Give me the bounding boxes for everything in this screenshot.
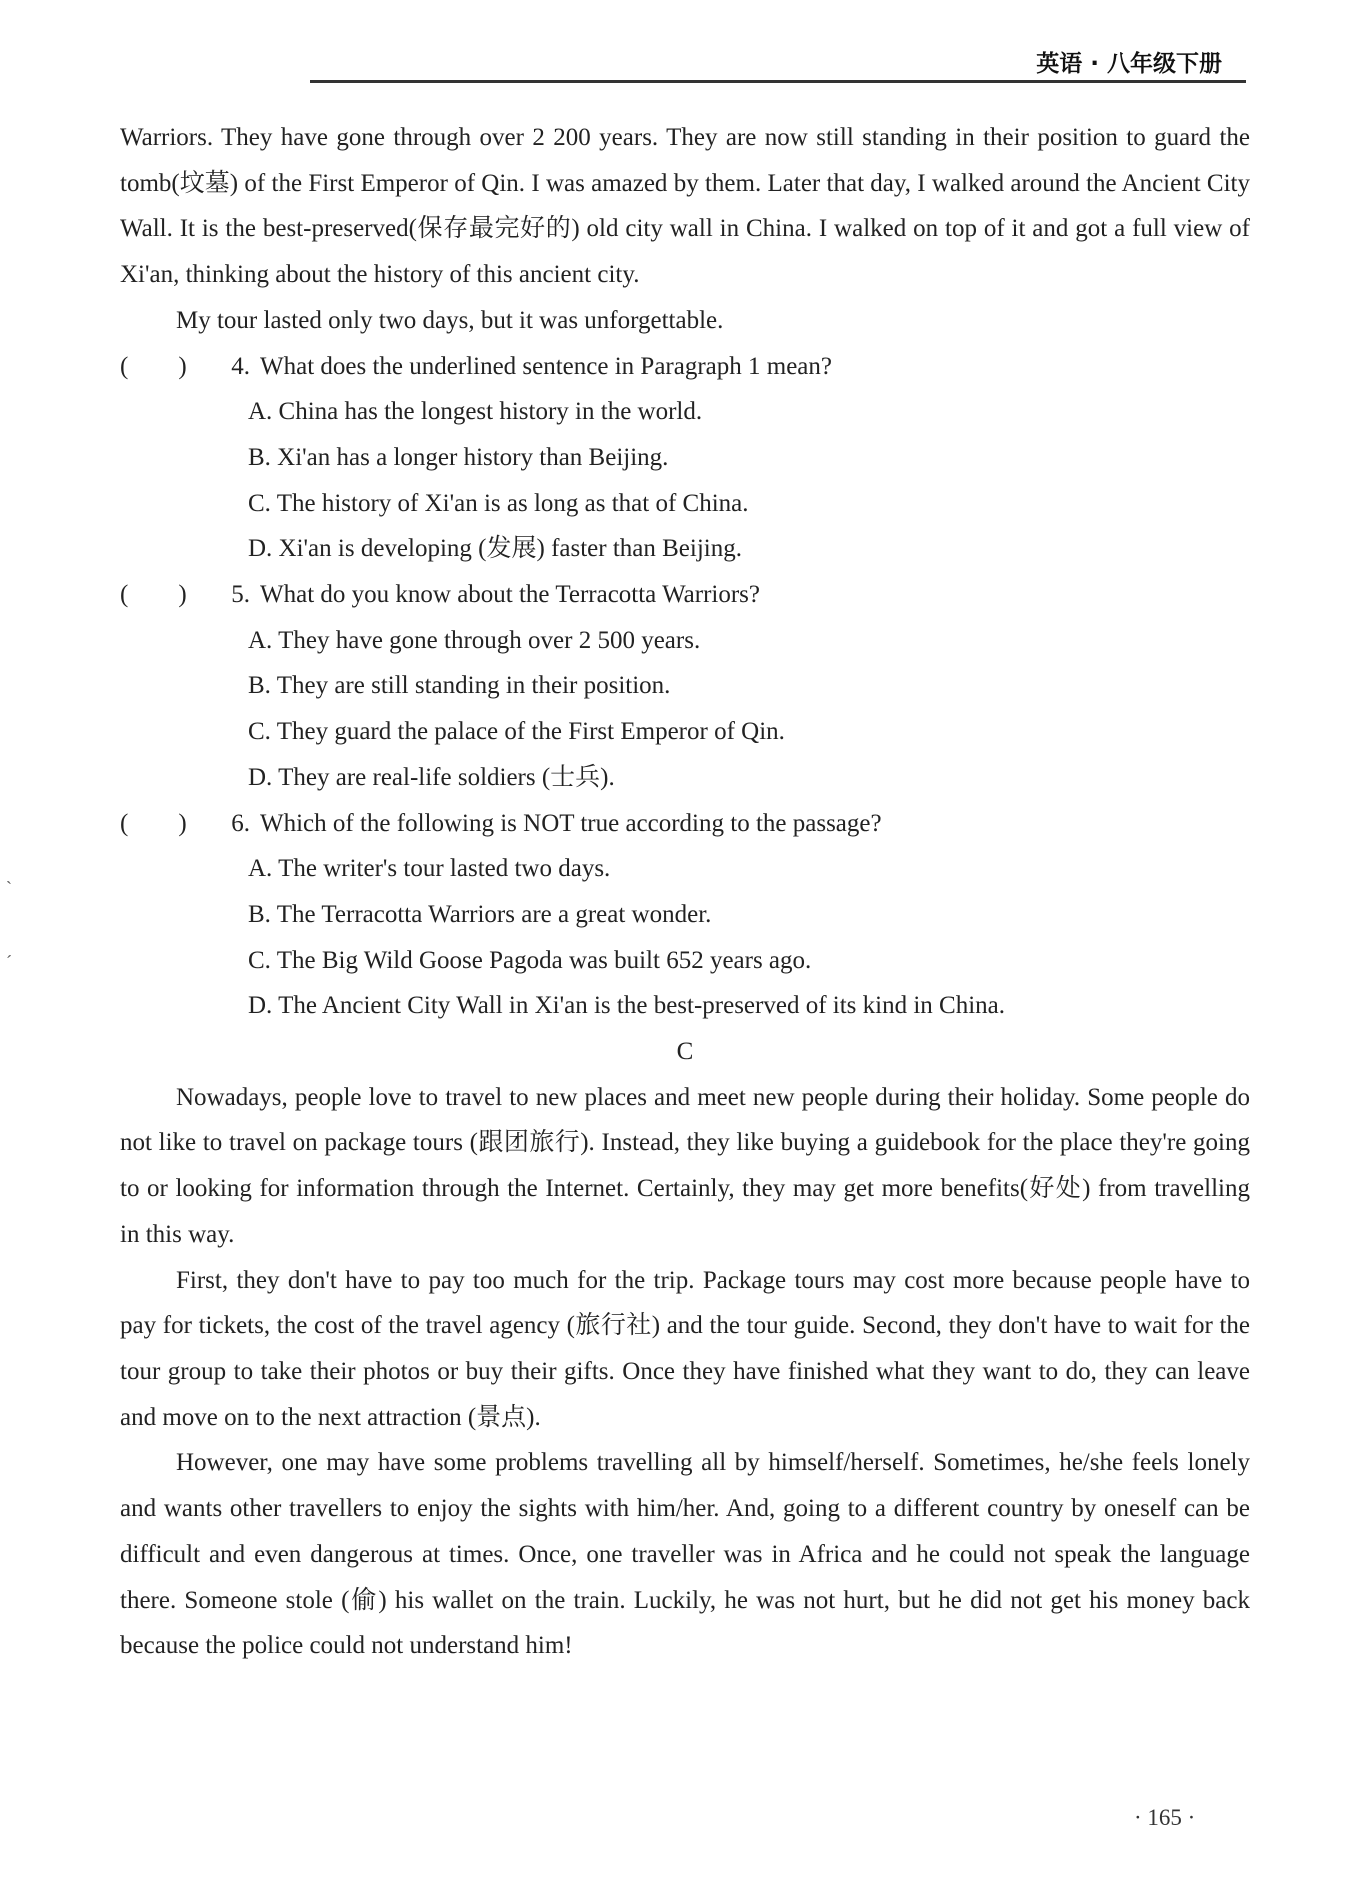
option-a: A. The writer's tour lasted two days. bbox=[248, 855, 611, 883]
answer-bracket: ( ) bbox=[120, 352, 187, 380]
margin-mark: ˋ bbox=[6, 878, 12, 898]
option-d: D. They are real-life soldiers (士兵). bbox=[248, 763, 615, 791]
header-rule bbox=[310, 80, 1246, 83]
passage-b-paragraph: Warriors. They have gone through over 2 200 years. They are now still standing in their position to guard the tomb(坟墓) of the First Emperor of Qin. I was amazed by them. Later that day, I walked around the Ancient City Wall. It is the best-preserved(保存最完好的) old city wall in China. I walked on top of it and got a full view of Xi'an, thinking about the history of this ancient city. bbox=[120, 124, 1250, 289]
question-stem: What do you know about the Terracotta Warriors? bbox=[260, 581, 761, 609]
option-b: B. The Terracotta Warriors are a great wonder. bbox=[248, 900, 712, 928]
option-a: A. China has the longest history in the world. bbox=[248, 398, 703, 426]
page-content bbox=[120, 115, 1250, 1669]
section-letter: C bbox=[676, 1038, 694, 1066]
question-number: 4. bbox=[231, 352, 250, 380]
question-number: 5. bbox=[231, 581, 250, 609]
option-d: D. The Ancient City Wall in Xi'an is the best-preserved of its kind in China. bbox=[248, 992, 1006, 1020]
option-b: B. Xi'an has a longer history than Beijing. bbox=[248, 443, 669, 471]
question-number: 6. bbox=[231, 809, 250, 837]
question-4 bbox=[120, 344, 1250, 573]
passage-c-paragraph: Nowadays, people love to travel to new places and meet new people during their holiday. Some people do not like to travel on package tours (跟团旅行). Instead, they like buying a guidebook for the place they're going to or looking for information through the Internet. Certainly, they may get more benefits(好处) from travelling in this way. bbox=[120, 1083, 1250, 1248]
option-c: C. The history of Xi'an is as long as that of China. bbox=[248, 489, 749, 517]
answer-bracket: ( ) bbox=[120, 581, 187, 609]
passage-b-paragraph: My tour lasted only two days, but it was unforgettable. bbox=[176, 306, 724, 334]
question-5 bbox=[120, 572, 1250, 801]
option-d: D. Xi'an is developing (发展) faster than Beijing. bbox=[248, 535, 742, 563]
option-c: C. The Big Wild Goose Pagoda was built 652 years ago. bbox=[248, 946, 812, 974]
question-6 bbox=[120, 801, 1250, 1030]
option-c: C. They guard the palace of the First Emperor of Qin. bbox=[248, 718, 785, 746]
page-number: · 165 · bbox=[1134, 1805, 1196, 1830]
option-a: A. They have gone through over 2 500 years. bbox=[248, 626, 701, 654]
option-b: B. They are still standing in their position. bbox=[248, 672, 671, 700]
header-title: 英语 · 八年级下册 bbox=[1036, 51, 1222, 77]
margin-mark: ˊ bbox=[6, 952, 12, 972]
passage-c-paragraph: First, they don't have to pay too much for the trip. Package tours may cost more because people have to pay for tickets, the cost of the travel agency (旅行社) and the tour guide. Second, they don't have to wait for the tour group to take their photos or buy their gifts. Once they have finished what they want to do, they can leave and move on to the next attraction (景点). bbox=[120, 1266, 1250, 1431]
answer-bracket: ( ) bbox=[120, 809, 187, 837]
question-stem: Which of the following is NOT true according to the passage? bbox=[260, 809, 882, 837]
question-stem: What does the underlined sentence in Paragraph 1 mean? bbox=[260, 352, 832, 380]
passage-c-paragraph: However, one may have some problems travelling all by himself/herself. Sometimes, he/she feels lonely and wants other travellers to enjoy the sights with him/her. And, going to a different country by oneself can be difficult and even dangerous at times. Once, one traveller was in Africa and he could not speak the language there. Someone stole (偷) his wallet on the train. Luckily, he was not hurt, but he did not get his money back because the police could not understand him! bbox=[120, 1449, 1250, 1660]
